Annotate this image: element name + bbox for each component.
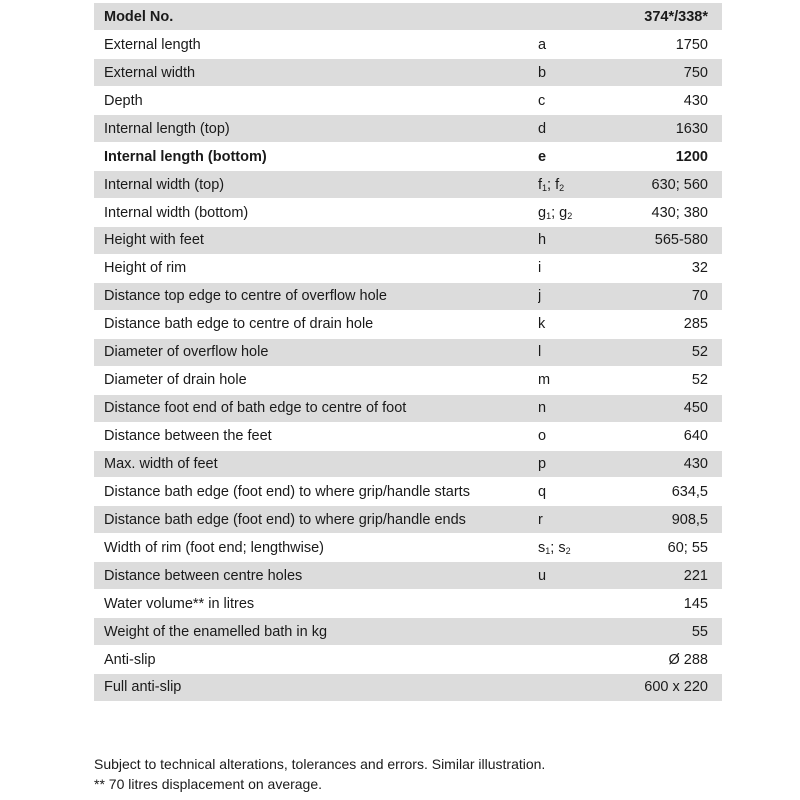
row-symbol: b <box>538 59 628 87</box>
table-row <box>94 115 722 143</box>
row-label: Internal width (top) <box>94 171 538 199</box>
row-value: 145 <box>628 590 722 618</box>
row-symbol: p <box>538 450 628 478</box>
table-row <box>94 282 722 310</box>
row-value: 52 <box>628 366 722 394</box>
table-row <box>94 646 722 674</box>
row-label: Full anti-slip <box>94 674 538 702</box>
row-value: 52 <box>628 338 722 366</box>
row-value: 565-580 <box>628 227 722 255</box>
row-label: Max. width of feet <box>94 450 538 478</box>
footnote-displacement: ** 70 litres displacement on average. <box>94 776 323 792</box>
row-symbol <box>538 590 628 618</box>
row-label: Diameter of overflow hole <box>94 338 538 366</box>
row-symbol: l <box>538 338 628 366</box>
row-symbol: k <box>538 310 628 338</box>
symbol-subscript: 1 <box>542 182 548 193</box>
row-symbol: h <box>538 227 628 255</box>
row-label: Distance bath edge (foot end) to where grip/handle starts <box>94 478 538 506</box>
row-value: 285 <box>628 310 722 338</box>
table-row <box>94 422 722 450</box>
header-value: 374*/338* <box>628 3 722 31</box>
row-value: 908,5 <box>628 506 722 534</box>
row-value: 221 <box>628 562 722 590</box>
row-symbol: m <box>538 366 628 394</box>
row-symbol: j <box>538 282 628 310</box>
row-symbol: q <box>538 478 628 506</box>
table-row <box>94 478 722 506</box>
row-value: 1200 <box>628 143 722 171</box>
table-row <box>94 450 722 478</box>
row-value: 55 <box>628 618 722 646</box>
row-value: 1630 <box>628 115 722 143</box>
row-symbol: r <box>538 506 628 534</box>
table-row <box>94 59 722 87</box>
row-value: 634,5 <box>628 478 722 506</box>
row-symbol: n <box>538 394 628 422</box>
row-label: Distance bath edge to centre of drain hole <box>94 310 538 338</box>
table-row <box>94 366 722 394</box>
footnote-disclaimer: Subject to technical alterations, tolerances and errors. Similar illustration. <box>94 756 546 772</box>
spec-table-body <box>94 3 722 701</box>
row-symbol: u <box>538 562 628 590</box>
row-value: 430 <box>628 87 722 115</box>
table-row <box>94 227 722 255</box>
row-symbol: o <box>538 422 628 450</box>
table-row <box>94 171 722 199</box>
symbol-subscript: 2 <box>567 210 573 221</box>
row-symbol: d <box>538 115 628 143</box>
table-row <box>94 394 722 422</box>
symbol-text: s <box>538 539 546 556</box>
row-symbol <box>538 534 628 562</box>
symbol-subscript: 2 <box>559 182 565 193</box>
symbol-subscript: 2 <box>565 545 571 556</box>
table-row <box>94 199 722 227</box>
symbol-text: g <box>538 204 547 221</box>
table-row <box>94 87 722 115</box>
table-row <box>94 338 722 366</box>
header-label: Model No. <box>94 3 538 31</box>
row-label: Distance between centre holes <box>94 562 538 590</box>
row-value: 60; 55 <box>628 534 722 562</box>
table-row <box>94 674 722 702</box>
row-value: 430; 380 <box>628 199 722 227</box>
row-label: Internal length (top) <box>94 115 538 143</box>
row-label: External width <box>94 59 538 87</box>
row-value: 600 x 220 <box>628 674 722 702</box>
row-symbol: i <box>538 254 628 282</box>
spec-table <box>94 3 722 702</box>
row-symbol <box>538 674 628 702</box>
table-row <box>94 254 722 282</box>
row-label: Anti-slip <box>94 646 538 674</box>
row-label: Distance between the feet <box>94 422 538 450</box>
row-label: Width of rim (foot end; lengthwise) <box>94 534 538 562</box>
table-row <box>94 534 722 562</box>
symbol-text: ; f <box>547 176 560 193</box>
row-value: 640 <box>628 422 722 450</box>
symbol-subscript: 1 <box>546 210 552 221</box>
row-value: 630; 560 <box>628 171 722 199</box>
row-symbol <box>538 171 628 199</box>
row-label: Distance top edge to centre of overflow hole <box>94 282 538 310</box>
symbol-text: ; s <box>550 539 566 556</box>
row-label: Water volume** in litres <box>94 590 538 618</box>
row-symbol: e <box>538 143 628 171</box>
symbol-subscript: 1 <box>545 545 551 556</box>
table-row <box>94 310 722 338</box>
row-label: Internal length (bottom) <box>94 143 538 171</box>
row-value: 1750 <box>628 31 722 59</box>
row-symbol: c <box>538 87 628 115</box>
row-label: Height with feet <box>94 227 538 255</box>
row-label: Height of rim <box>94 254 538 282</box>
row-value: 450 <box>628 394 722 422</box>
row-value: Ø 288 <box>628 646 722 674</box>
row-symbol: a <box>538 31 628 59</box>
table-header-row <box>94 3 722 31</box>
row-label: Depth <box>94 87 538 115</box>
row-label: Weight of the enamelled bath in kg <box>94 618 538 646</box>
row-label: Internal width (bottom) <box>94 199 538 227</box>
table-row <box>94 590 722 618</box>
table-row <box>94 618 722 646</box>
row-symbol <box>538 199 628 227</box>
symbol-text: ; g <box>551 204 568 221</box>
row-label: Distance foot end of bath edge to centre of foot <box>94 394 538 422</box>
table-row <box>94 143 722 171</box>
header-symbol <box>538 3 628 31</box>
table-row <box>94 31 722 59</box>
row-value: 32 <box>628 254 722 282</box>
table-row <box>94 506 722 534</box>
symbol-text: f <box>538 176 543 193</box>
row-label: External length <box>94 31 538 59</box>
row-label: Diameter of drain hole <box>94 366 538 394</box>
row-symbol <box>538 646 628 674</box>
row-label: Distance bath edge (foot end) to where grip/handle ends <box>94 506 538 534</box>
table-row <box>94 562 722 590</box>
row-value: 750 <box>628 59 722 87</box>
row-value: 70 <box>628 282 722 310</box>
row-symbol <box>538 618 628 646</box>
footnotes <box>94 754 545 794</box>
row-value: 430 <box>628 450 722 478</box>
